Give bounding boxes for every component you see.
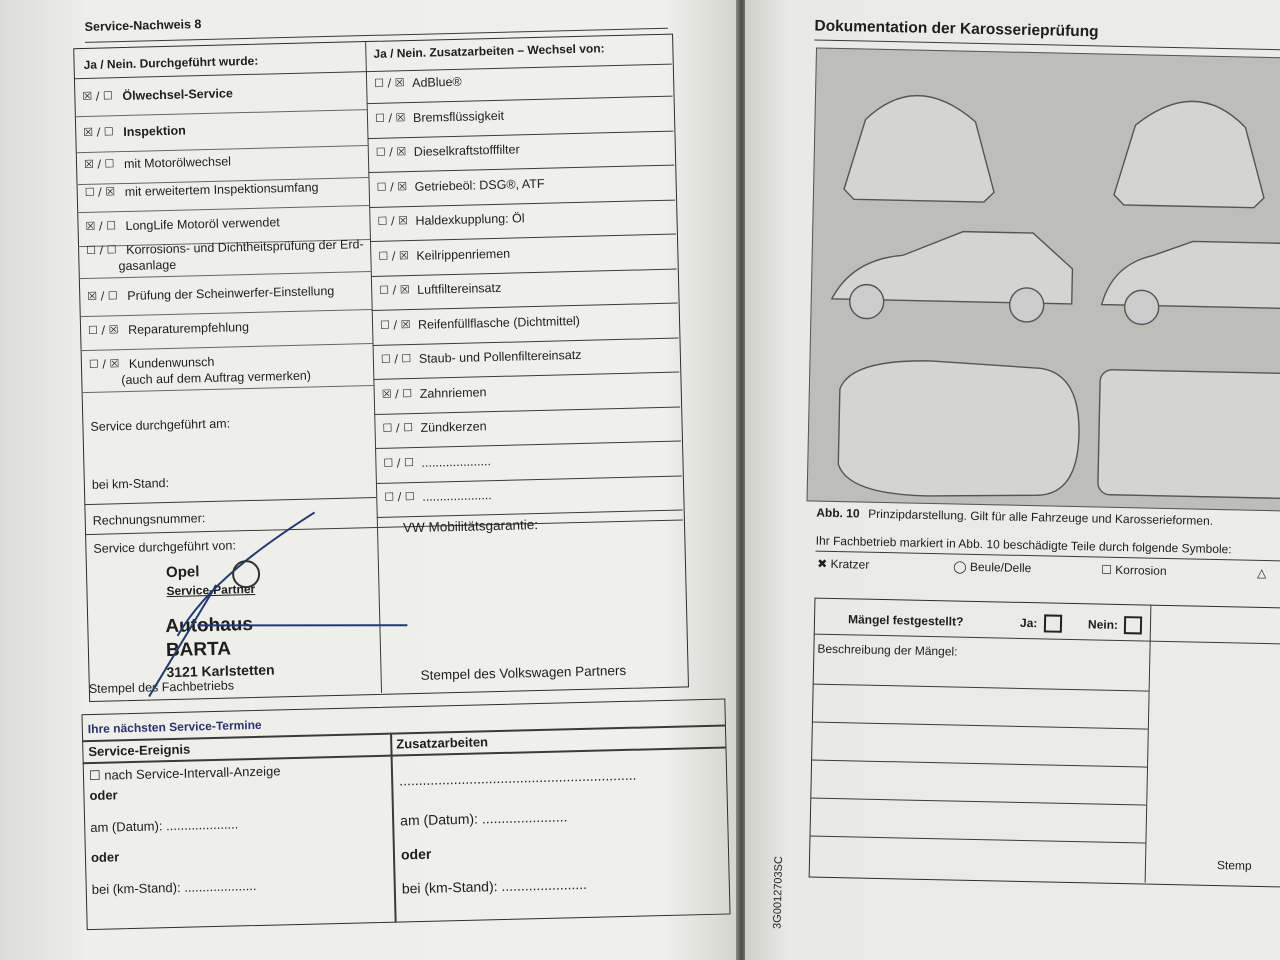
left-item-label: LongLife Motoröl verwendet (125, 215, 280, 233)
left-item-checkbox[interactable]: ☒ / ☐ (87, 289, 118, 303)
stamp-autohaus: Autohaus (165, 614, 254, 638)
stamp-cut-label: Stemp (1216, 858, 1252, 873)
right-item-checkbox[interactable]: ☐ / ☒ (375, 145, 407, 159)
next-right-line: ............................................................. (398, 766, 637, 789)
stamp-partner: Service-Partner (166, 581, 256, 599)
fig-caption: Prinzipdarstellung. Gilt für alle Fahrzeuge und Karosserieformen. (868, 506, 1214, 528)
defects-nein-checkbox[interactable] (1124, 616, 1142, 634)
right-item-label: AdBlue® (411, 74, 462, 90)
right-page (745, 0, 1280, 960)
right-item-label: Keilrippenriemen (416, 246, 511, 263)
left-item-label-cont: gasanlage (118, 257, 177, 274)
fig-label: Abb. 10 (816, 505, 860, 521)
left-item-checkbox[interactable]: ☒ / ☐ (82, 89, 113, 104)
left-item-label: Reparaturempfehlung (127, 320, 250, 337)
mobility-label: VW Mobilitätsgarantie: (402, 517, 539, 536)
defects-ja: Ja: (1019, 615, 1038, 631)
right-item-label: .................... (421, 453, 492, 470)
right-item-checkbox[interactable]: ☒ / ☐ (381, 386, 413, 401)
right-item-label: Getriebeöl: DSG®, ATF (414, 176, 545, 194)
left-item-checkbox[interactable]: ☐ / ☒ (84, 185, 116, 199)
car-front-view (1114, 100, 1266, 208)
right-item-label: Staub- und Pollenfiltereinsatz (418, 347, 582, 366)
left-item-checkbox[interactable]: ☐ / ☐ (85, 243, 117, 257)
left-col-header: Ja / Nein. Durchgeführt wurde: (83, 53, 259, 72)
car-top-view (838, 359, 1081, 499)
left-item-checkbox[interactable]: ☒ / ☐ (83, 125, 114, 140)
left-item-checkbox[interactable]: ☒ / ☐ (85, 219, 117, 233)
right-item-checkbox[interactable]: ☐ / ☐ (384, 490, 415, 504)
right-item-checkbox[interactable]: ☐ / ☒ (374, 110, 406, 125)
inspection-title: Dokumentation der Karosserieprüfung (814, 17, 1099, 41)
car-drawings (808, 49, 1280, 511)
car-underbody-view (1098, 370, 1280, 499)
right-form (745, 0, 1280, 960)
km-label: bei km-Stand: (91, 476, 170, 492)
next-title: Ihre nächsten Service-Termine (87, 717, 262, 737)
signature-scribble (84, 499, 449, 708)
right-item-checkbox[interactable]: ☐ / ☒ (373, 76, 405, 90)
stamp-barta: BARTA (165, 638, 232, 662)
right-item-label: Dieselkraftstofffilter (413, 142, 520, 159)
left-item-label-cont: (auch auf dem Auftrag vermerken) (121, 368, 312, 388)
form-code: 3G0012703SC (771, 855, 786, 930)
invoice-label: Rechnungsnummer: (92, 511, 206, 528)
left-item-label: Korrosions- und Dichtheitsprüfung der Erd- (125, 237, 364, 257)
left-item-checkbox[interactable]: ☐ / ☒ (88, 357, 120, 371)
right-item-label: Zahnriemen (419, 384, 487, 401)
right-item-label: Luftfiltereinsatz (417, 280, 502, 297)
service-date-label: Service durchgeführt am: (90, 416, 231, 434)
service-title: Service-Nachweis 8 (84, 17, 202, 34)
right-col-header: Ja / Nein. Zusatzarbeiten – Wechsel von: (373, 41, 605, 61)
stamp-label: Stempel des Fachbetriebs (88, 678, 235, 697)
next-left-line: ☐ nach Service-Intervall-Anzeige (88, 763, 281, 784)
right-item-label: Haldexkupplung: Öl (415, 211, 525, 228)
next-right-line: am (Datum): ...................... (399, 808, 568, 829)
mark-note: Ihr Fachbetrieb markiert in Abb. 10 beschädigte Teile durch folgende Symbole: (815, 533, 1232, 557)
right-item-checkbox[interactable]: ☐ / ☒ (379, 317, 411, 332)
stamp-opel: Opel (165, 563, 200, 582)
right-item-checkbox[interactable]: ☐ / ☒ (378, 248, 409, 263)
left-item-label: Prüfung der Scheinwerfer-Einstellung (127, 283, 335, 303)
right-item-checkbox[interactable]: ☐ / ☒ (379, 283, 410, 297)
left-item-label: Ölwechsel-Service (122, 86, 234, 104)
right-item-checkbox[interactable]: ☐ / ☒ (376, 179, 408, 194)
left-item-label: mit Motorölwechsel (123, 154, 232, 172)
right-item-label: Zündkerzen (420, 419, 487, 435)
right-item-label: Reifenfüllflasche (Dichtmittel) (417, 313, 581, 332)
symbol-corrosion: ☐ Korrosion (1101, 562, 1167, 578)
left-item-checkbox[interactable]: ☒ / ☐ (83, 157, 115, 171)
next-left-line: am (Datum): .................... (90, 816, 239, 836)
vw-stamp-label: Stempel des Volkswagen Partners (420, 662, 627, 683)
next-col1-header: Service-Ereignis (88, 741, 191, 760)
right-item-label: .................... (422, 488, 492, 504)
car-rear-view (844, 94, 996, 202)
next-right-line: oder (400, 845, 432, 863)
right-item-checkbox[interactable]: ☐ / ☐ (380, 352, 412, 366)
left-item-label: Kundenwunsch (128, 354, 215, 371)
symbol-other: △ (1256, 565, 1267, 581)
right-item-checkbox[interactable]: ☐ / ☒ (377, 214, 409, 228)
symbol-scratch: ✖ Kratzer (817, 556, 870, 572)
right-item-label: Bremsflüssigkeit (412, 108, 505, 125)
next-left-line: oder (89, 787, 118, 804)
next-left-line: bei (km-Stand): .................... (91, 878, 257, 898)
service-by-label: Service durchgeführt von: (93, 538, 237, 556)
defects-question: Mängel festgestellt? (847, 612, 964, 629)
defects-ja-checkbox[interactable] (1044, 614, 1062, 632)
next-right-line: bei (km-Stand): ...................... (401, 875, 588, 897)
right-item-checkbox[interactable]: ☐ / ☐ (383, 455, 414, 470)
left-item-label: Inspektion (123, 123, 186, 140)
next-col2-header: Zusatzarbeiten (396, 734, 489, 752)
car-diagram (807, 47, 1280, 511)
stamp-address: 3121 Karlstetten (166, 661, 275, 681)
defects-desc-label: Beschreibung der Mängel: (817, 641, 958, 659)
defects-nein: Nein: (1087, 617, 1119, 632)
left-item-label: mit erweitertem Inspektionsumfang (124, 180, 319, 200)
left-item-checkbox[interactable]: ☐ / ☒ (87, 323, 119, 337)
next-left-line: oder (90, 849, 120, 866)
symbol-dent: ◯ Beule/Delle (953, 559, 1032, 576)
right-item-checkbox[interactable]: ☐ / ☐ (382, 421, 414, 435)
